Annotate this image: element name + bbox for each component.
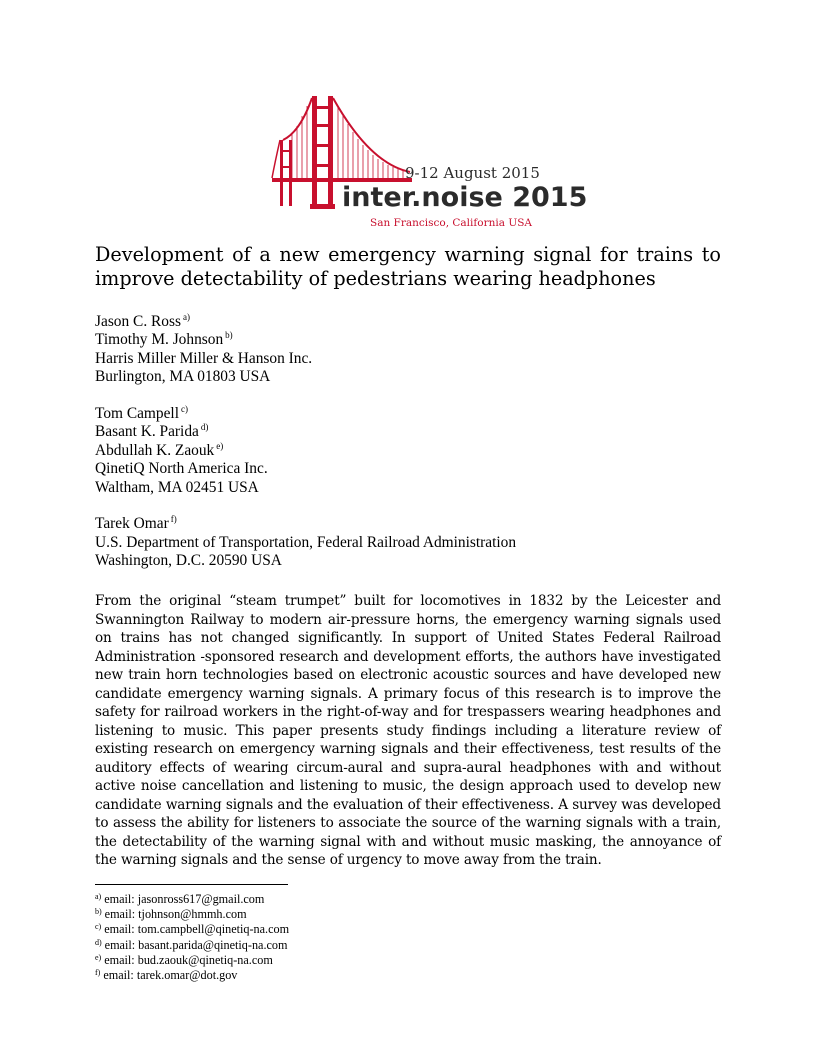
footnote: $^{f)}$ email: tarek.omar@dot.gov [95,968,238,983]
footnote-marker: c) [181,404,188,415]
footnote-marker: b) [225,330,233,341]
author-group [95,515,516,570]
author-name: Tarek Omar $^{f)}$ [95,514,177,533]
author-name: Timothy M. Johnson $^{b)}$ [95,330,233,349]
author-group [95,405,516,497]
author-name: Tom Campell $^{c)}$ [95,404,188,423]
author-name: Abdullah K. Zaouk $^{e)}$ [95,440,224,459]
affiliation-line: Washington, D.C. 20590 USA [95,552,282,570]
footnote: $^{b)}$ email: tjohnson@hmmh.com [95,907,247,922]
footnote: $^{d)}$ email: basant.parida@qinetiq-na.com [95,937,288,952]
affiliation-line: Burlington, MA 01803 USA [95,368,271,386]
affiliation-line: Harris Miller Miller & Hanson Inc. [95,349,313,367]
paper-title: Development of a new emergency warning signal for trains to improve detectability of pedestrians wearing headphones [95,243,721,290]
logo-name: inter.noise 2015 [342,182,588,213]
footnote: $^{c)}$ email: tom.campbell@qinetiq-na.com [95,922,290,937]
footnote-marker: a) [182,312,190,322]
footnotes [95,892,289,983]
logo-dates: 9-12 August 2015 [405,164,540,182]
conference-logo [270,92,588,232]
bridge-suspender-lines [292,106,403,178]
logo-location: San Francisco, California USA [370,217,532,229]
footnote: $^{e)}$ email: bud.zaouk@qinetiq-na.com [95,952,273,967]
author-name: Basant K. Parida $^{d)}$ [95,422,209,441]
author-group [95,313,516,387]
footnote-divider [95,884,288,885]
affiliation-line: Waltham, MA 02451 USA [95,478,259,496]
affiliation-line: QinetiQ North America Inc. [95,460,268,478]
author-name: Jason C. Ross $^{a)}$ [95,312,190,330]
abstract: From the original “steam trumpet” built for locomotives in 1832 by the Leicester and Swannington Railway to modern air-pressure horns, the emergency warning signals used on trains has not changed significantly. In support of United States Federal Railroad Administration -sponsored research and development efforts, the authors have investigated new train horn technologies based on electronic acoustic sources and have developed new candidate emergency warning signals. A primary focus of this research is to improve the safety for railroad workers in the right-of-way and for trespassers wearing headphones and listening to music. This paper presents study findings including a literature review of existing research on emergency warning signals and their effectiveness, test results of the auditory effects of wearing circum-aural and supra-aural headphones with and without active noise cancellation and listening to music, the design approach used to develop new candidate warning signals and the evaluation of their effectiveness. A survey was developed to assess the ability for listeners to associate the source of the warning signals with a train, the detectability of the warning signal with and without music masking, the annoyance of the warning signals and the sense of urgency to move away from the train. [95,593,721,868]
footnote: $^{a)}$ email: jasonross617@gmail.com [95,892,265,906]
footnote-marker: e) [216,440,224,451]
author-block [95,313,516,571]
footnote-marker: d) [200,422,209,433]
affiliation-line: U.S. Department of Transportation, Federal Railroad Administration [95,533,517,551]
footnote-marker: f) [170,514,177,525]
